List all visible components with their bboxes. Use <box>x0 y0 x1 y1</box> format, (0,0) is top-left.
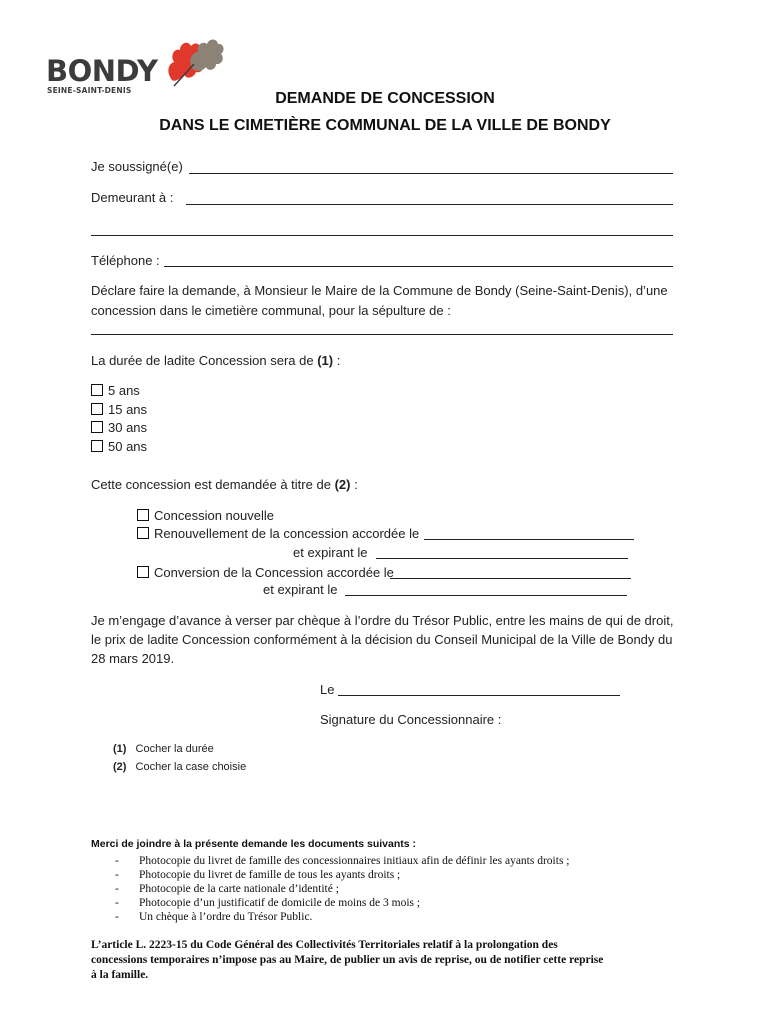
address-continuation-line[interactable] <box>91 235 673 236</box>
document-item-text: Photocopie du livret de famille de tous les ayants droits ; <box>139 869 401 881</box>
article-line1: L’article L. 2223-15 du Code Général des Collectivités Territoriales relatif à la prolongation des <box>91 939 558 951</box>
checkbox-icon[interactable] <box>91 403 103 415</box>
logo-wordmark: BONDY <box>46 54 158 88</box>
option-conversion[interactable] <box>137 565 394 580</box>
duree-ref: (1) <box>317 353 334 368</box>
signature-label: Signature du Concessionnaire : <box>320 712 502 727</box>
titre-label: Cette concession est demandée à titre de <box>91 477 331 492</box>
checkbox-icon[interactable] <box>137 509 149 521</box>
duree-label: La durée de ladite Concession sera de <box>91 353 314 368</box>
oak-leaves-icon <box>164 34 226 90</box>
page-title-line2: DANS LE CIMETIÈRE COMMUNAL DE LA VILLE DE BONDY <box>159 117 611 134</box>
document-item-text: Photocopie d’un justificatif de domicile de moins de 3 mois ; <box>139 897 421 909</box>
checkbox-icon[interactable] <box>91 384 103 396</box>
duree-option-label: 30 ans <box>108 420 148 435</box>
duree-option-5[interactable] <box>91 383 140 398</box>
declaration-text-line2: concession dans le cimetière communal, pour la sépulture de : <box>91 303 451 318</box>
duree-option-50[interactable] <box>91 439 147 454</box>
document-item-text: Photocopie du livret de famille des concessionnaires initiaux afin de définir les ayants droits ; <box>139 855 570 867</box>
document-item-text: Un chèque à l’ordre du Trésor Public. <box>139 911 313 923</box>
document-item: - Photocopie du livret de famille de tous les ayants droits ; <box>115 869 401 881</box>
duree-option-30[interactable] <box>91 420 147 435</box>
footnote-number: (2) <box>113 761 127 773</box>
titre-heading <box>91 477 358 492</box>
signature-date-line[interactable] <box>338 695 620 696</box>
duree-option-label: 50 ans <box>108 439 148 454</box>
documents-heading: Merci de joindre à la présente demande les documents suivants : <box>91 838 417 850</box>
declaration-text-line1: Déclare faire la demande, à Monsieur le Maire de la Commune de Bondy (Seine-Saint-Denis), d’une <box>91 283 668 298</box>
option-concession-nouvelle[interactable] <box>137 508 274 523</box>
footnote-number: (1) <box>113 743 127 755</box>
footnote-2 <box>113 761 246 773</box>
option-label: Conversion de la Concession accordée le <box>154 565 394 580</box>
date-le-label: Le <box>320 682 335 697</box>
option-label: Concession nouvelle <box>154 508 274 523</box>
document-item: - Photocopie du livret de famille des concessionnaires initiaux afin de définir les ayants droits ; <box>115 855 570 867</box>
duree-suffix: : <box>336 353 341 368</box>
expirant-label-2: et expirant le <box>263 582 338 597</box>
document-item-text: Photocopie de la carte nationale d’identité ; <box>139 883 339 895</box>
demeurant-label: Demeurant à : <box>91 190 174 205</box>
expirant-date-line-2[interactable] <box>345 595 627 596</box>
sepulture-field-line[interactable] <box>91 334 673 335</box>
telephone-field-line[interactable] <box>164 266 673 267</box>
logo-subtitle: SEINE-SAINT-DENIS <box>47 86 132 95</box>
option-renouvellement[interactable] <box>137 526 419 541</box>
engagement-text-line2: le prix de ladite Concession conformément à la décision du Conseil Municipal de la Ville de Bondy du <box>91 632 673 647</box>
engagement-text-line3: 28 mars 2019. <box>91 651 175 666</box>
titre-suffix: : <box>354 477 358 492</box>
renouvellement-date-line[interactable] <box>424 539 634 540</box>
page-title-line1: DEMANDE DE CONCESSION <box>275 90 495 107</box>
duree-option-label: 5 ans <box>108 383 140 398</box>
telephone-label: Téléphone : <box>91 253 160 268</box>
option-label: Renouvellement de la concession accordée le <box>154 526 420 541</box>
demeurant-field-line[interactable] <box>186 204 673 205</box>
checkbox-icon[interactable] <box>91 440 103 452</box>
checkbox-icon[interactable] <box>137 566 149 578</box>
duree-heading <box>91 353 340 368</box>
document-item: - Photocopie de la carte nationale d’identité ; <box>115 883 339 895</box>
duree-option-label: 15 ans <box>108 402 148 417</box>
footnote-text: Cocher la case choisie <box>135 761 247 773</box>
expirant-label-1: et expirant le <box>293 545 368 560</box>
soussigne-field-line[interactable] <box>189 173 673 174</box>
titre-ref: (2) <box>334 477 351 492</box>
conversion-date-line[interactable] <box>390 578 631 579</box>
expirant-date-line-1[interactable] <box>376 558 628 559</box>
checkbox-icon[interactable] <box>137 527 149 539</box>
article-line3: à la famille. <box>91 969 149 981</box>
engagement-text-line1: Je m’engage d’avance à verser par chèque à l’ordre du Trésor Public, entre les mains de qui de droit, <box>91 613 674 628</box>
footnote-1 <box>113 743 214 755</box>
duree-option-15[interactable] <box>91 402 147 417</box>
soussigne-label: Je soussigné(e) <box>91 159 183 174</box>
footnote-text: Cocher la durée <box>135 743 214 755</box>
checkbox-icon[interactable] <box>91 421 103 433</box>
document-item: - Un chèque à l’ordre du Trésor Public. <box>115 911 313 923</box>
document-item: - Photocopie d’un justificatif de domicile de moins de 3 mois ; <box>115 897 421 909</box>
article-line2: concessions temporaires n’impose pas au Maire, de publier un avis de reprise, ou de notifier cette reprise <box>91 954 604 966</box>
